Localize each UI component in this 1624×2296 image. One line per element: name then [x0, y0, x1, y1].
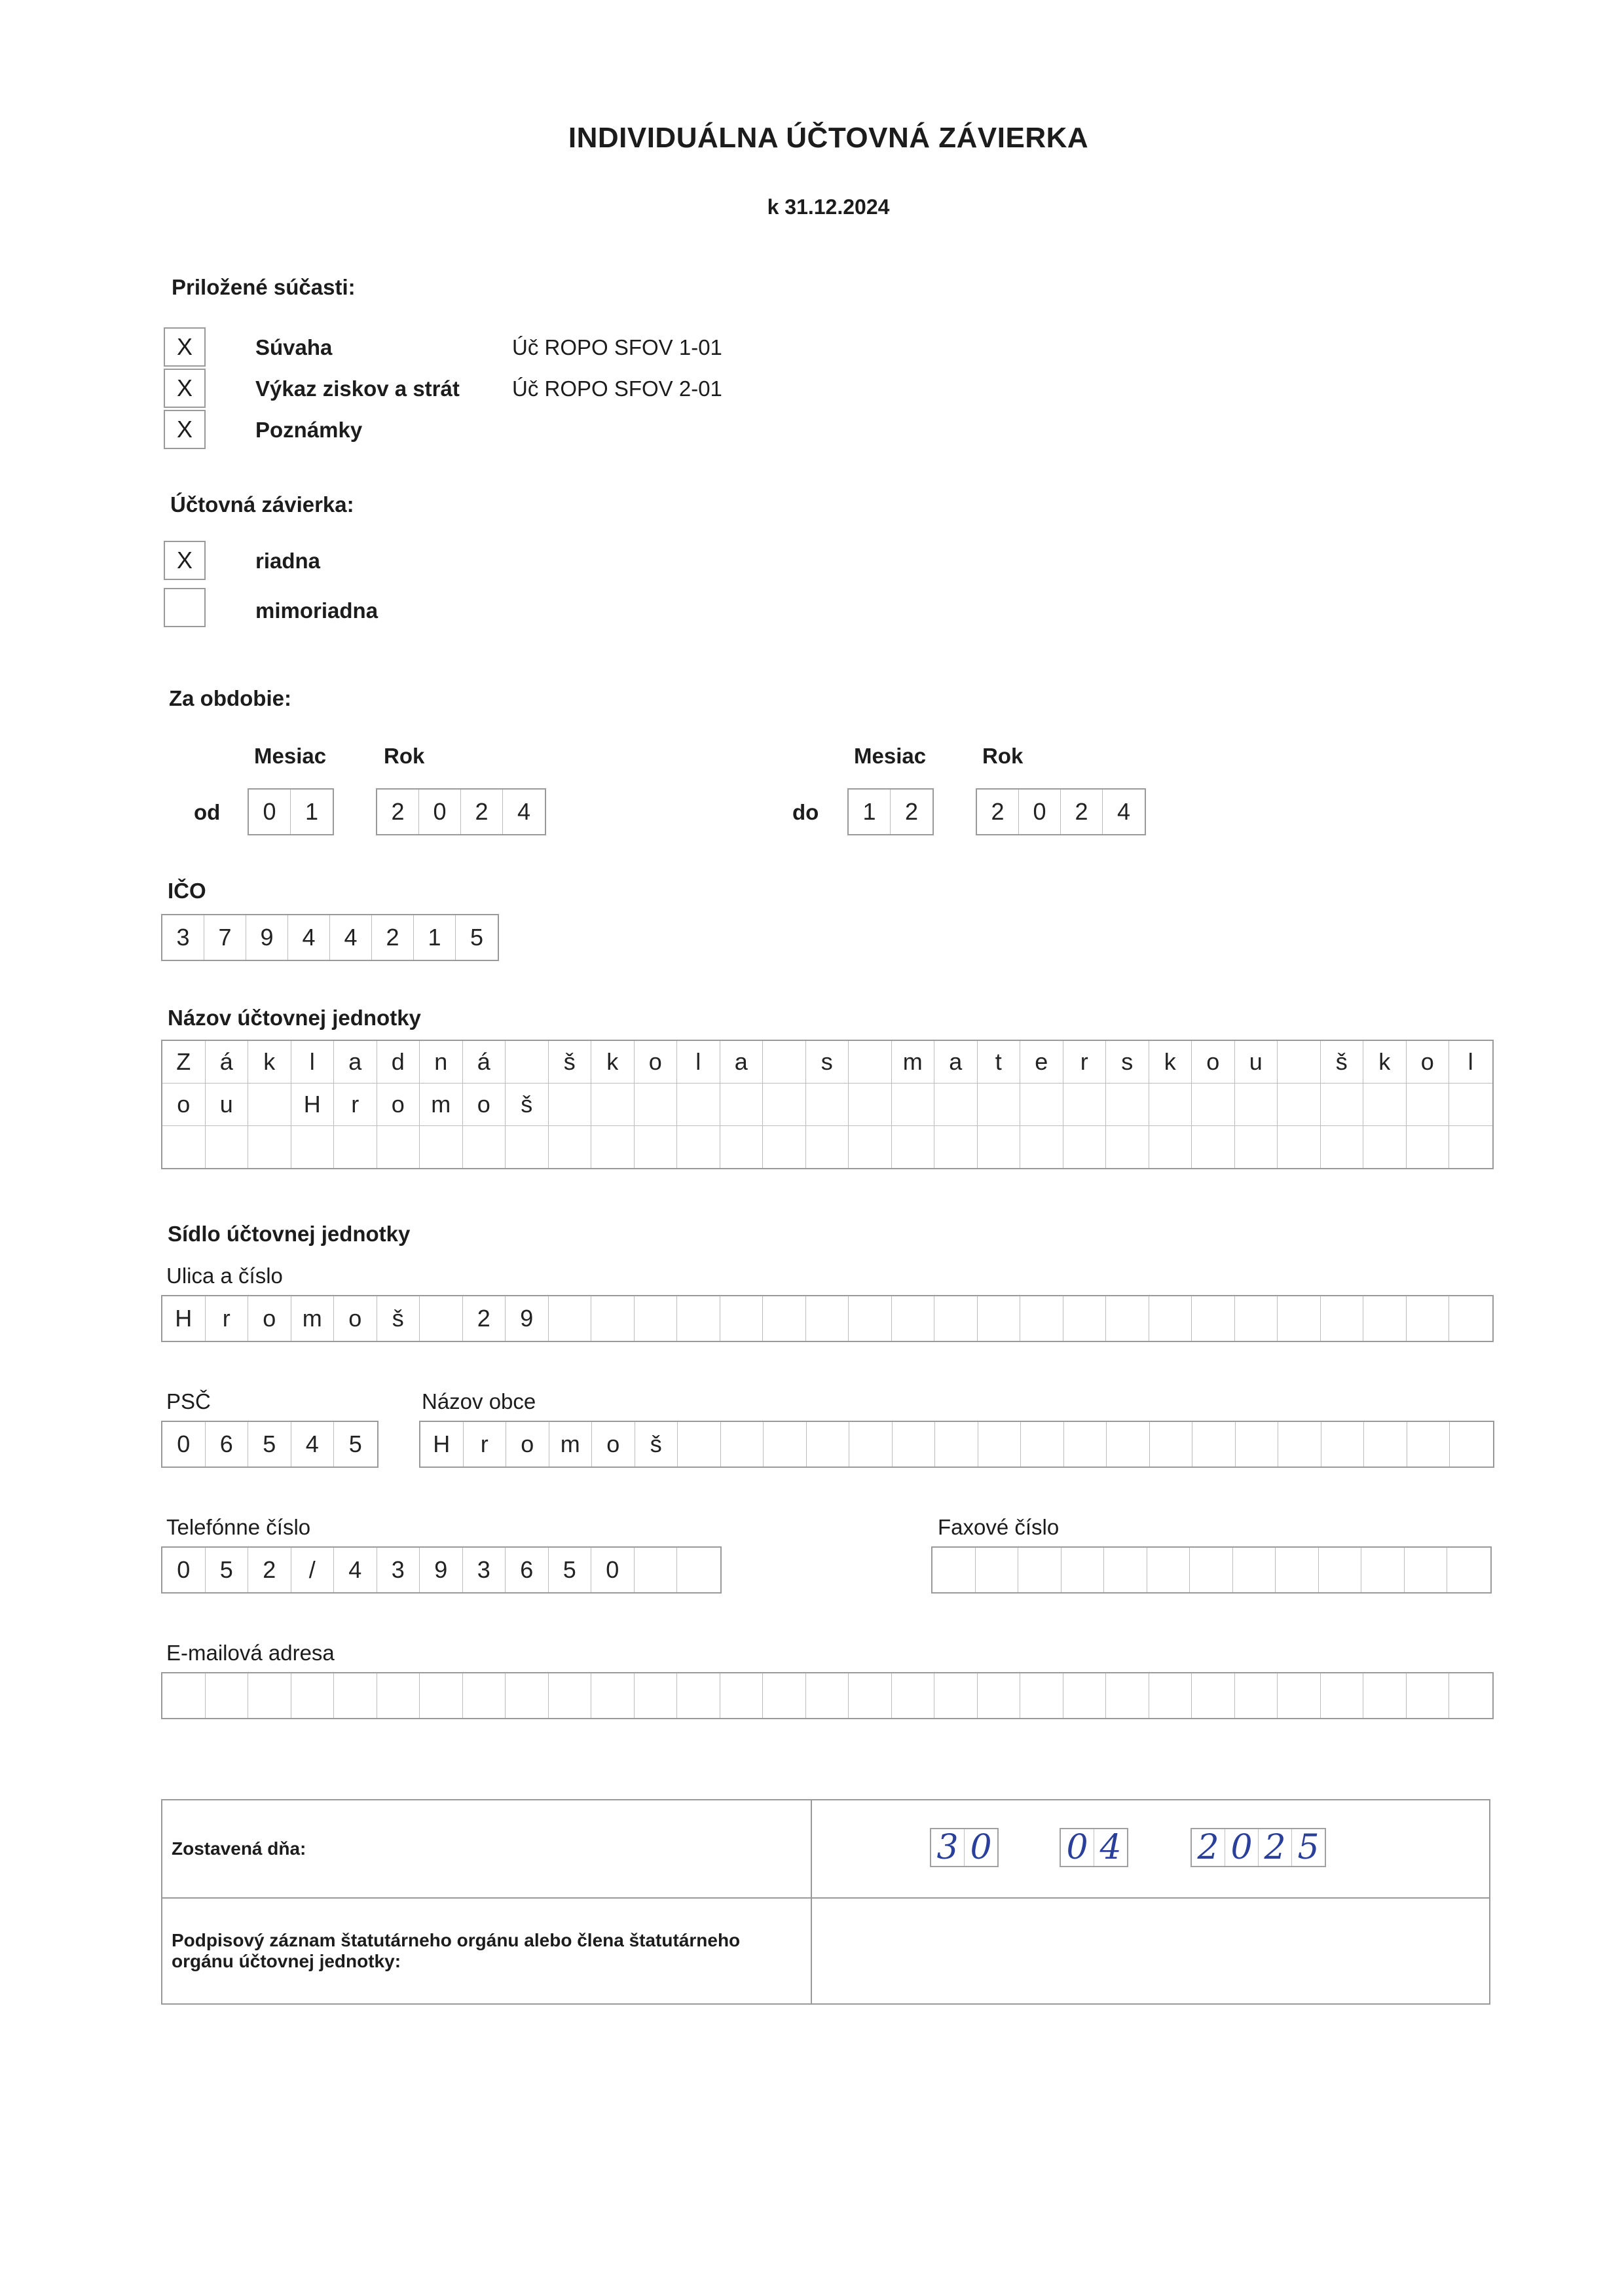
char-cell	[1449, 1673, 1492, 1718]
char-cell: 0	[162, 1422, 206, 1467]
char-cell	[248, 1673, 291, 1718]
handwritten-digit: 0	[1225, 1829, 1259, 1866]
char-cell: 3	[377, 1548, 420, 1592]
street-label: Ulica a číslo	[166, 1264, 283, 1288]
attachments-heading: Priložené súčasti:	[172, 275, 356, 299]
char-cell: 3	[463, 1548, 506, 1592]
char-cell	[1147, 1548, 1190, 1592]
compiled-date-label: Zostavená dňa:	[172, 1838, 306, 1859]
char-cell	[1321, 1673, 1364, 1718]
char-cell	[206, 1126, 249, 1168]
handwritten-digit: 0	[1061, 1829, 1094, 1866]
char-cell	[1107, 1422, 1150, 1467]
char-cell: š	[549, 1041, 592, 1083]
char-cell: r	[464, 1422, 507, 1467]
char-cell	[1104, 1548, 1147, 1592]
char-cell	[892, 1673, 935, 1718]
char-cell: 2	[461, 790, 503, 834]
char-cell: a	[720, 1041, 764, 1083]
handwritten-digit: 5	[1297, 1828, 1320, 1867]
char-cell: l	[1467, 1048, 1473, 1075]
char-cell	[849, 1296, 892, 1341]
char-cell: l	[291, 1041, 335, 1083]
char-cell: u	[206, 1084, 249, 1125]
char-cell: u	[1235, 1041, 1278, 1083]
char-cell: o	[377, 1084, 420, 1125]
char-cell	[764, 1422, 807, 1467]
char-cell	[1278, 1084, 1321, 1125]
char-cell	[1106, 1084, 1149, 1125]
char-cell	[1235, 1084, 1278, 1125]
char-cell	[420, 1126, 463, 1168]
char-cell	[1233, 1548, 1276, 1592]
char-cell	[677, 1084, 720, 1125]
char-cell	[1149, 1126, 1192, 1168]
char-cell	[1192, 1422, 1236, 1467]
char-cell	[763, 1126, 806, 1168]
char-cell	[849, 1041, 892, 1083]
char-cell: o	[506, 1422, 549, 1467]
char-cell	[892, 1126, 935, 1168]
entity-name-label: Názov účtovnej jednotky	[168, 1006, 421, 1030]
char-cell	[1361, 1548, 1405, 1592]
char-cell	[1449, 1296, 1492, 1341]
char-cell	[377, 1673, 420, 1718]
char-cell	[1407, 1422, 1450, 1467]
char-cell	[720, 1673, 764, 1718]
char-cell	[677, 1296, 720, 1341]
char-cell	[1407, 1084, 1450, 1125]
char-cell	[1235, 1296, 1278, 1341]
char-cell	[248, 1126, 291, 1168]
char-cell	[721, 1422, 764, 1467]
char-cell	[1192, 1126, 1235, 1168]
char-cell	[162, 1673, 206, 1718]
checkbox-poznamky[interactable]: X	[164, 410, 206, 449]
compiled-month-field[interactable]	[1060, 1828, 1128, 1867]
char-cell	[978, 1673, 1021, 1718]
char-cell: 4	[1116, 798, 1131, 825]
char-cell	[806, 1673, 849, 1718]
char-cell	[1449, 1084, 1492, 1125]
char-cell	[720, 1126, 764, 1168]
char-cell: š	[635, 1422, 678, 1467]
char-cell: a	[934, 1041, 978, 1083]
char-cell	[763, 1084, 806, 1125]
ico-label: IČO	[168, 879, 206, 903]
attachment-label-suvaha: Súvaha	[255, 335, 333, 359]
char-cell	[506, 1041, 549, 1083]
psc-field[interactable]	[161, 1421, 378, 1468]
psc-label: PSČ	[166, 1389, 211, 1413]
handwritten-digit: 4	[1099, 1828, 1122, 1867]
char-cell: r	[1063, 1041, 1107, 1083]
char-cell	[763, 1041, 806, 1083]
char-cell	[1407, 1673, 1450, 1718]
char-cell: 9	[506, 1296, 549, 1341]
char-cell	[635, 1548, 678, 1592]
char-cell	[763, 1673, 806, 1718]
char-cell: r	[334, 1084, 377, 1125]
char-cell: k	[591, 1041, 635, 1083]
checkbox-mimoriadna[interactable]	[164, 588, 206, 627]
char-cell: k	[1149, 1041, 1192, 1083]
char-cell	[1236, 1422, 1279, 1467]
char-cell: š	[1321, 1041, 1364, 1083]
char-cell: 5	[470, 924, 484, 951]
char-cell	[1321, 1296, 1364, 1341]
char-cell: 0	[249, 790, 291, 834]
attachment-code-vykaz: Úč ROPO SFOV 2-01	[512, 376, 722, 401]
city-label: Názov obce	[422, 1389, 536, 1413]
char-cell	[978, 1126, 1021, 1168]
document-title: INDIVIDUÁLNA ÚČTOVNÁ ZÁVIERKA	[568, 122, 1089, 154]
char-cell: á	[463, 1041, 506, 1083]
char-cell	[978, 1422, 1022, 1467]
char-cell	[1063, 1126, 1107, 1168]
char-cell	[1149, 1296, 1192, 1341]
char-cell: 2	[372, 915, 414, 960]
char-cell	[463, 1673, 506, 1718]
char-cell: 5	[549, 1548, 592, 1592]
char-cell	[591, 1084, 635, 1125]
closing-label-mimoriadna: mimoriadna	[255, 598, 378, 623]
char-cell	[1192, 1296, 1235, 1341]
char-cell	[1405, 1548, 1448, 1592]
char-cell	[591, 1126, 635, 1168]
char-cell: š	[377, 1296, 420, 1341]
char-cell: s	[1106, 1041, 1149, 1083]
char-cell	[892, 1084, 935, 1125]
char-cell: 3	[162, 915, 204, 960]
char-cell	[932, 1548, 976, 1592]
char-cell: 5	[348, 1430, 362, 1457]
char-cell	[935, 1422, 978, 1467]
char-cell	[1278, 1422, 1321, 1467]
char-cell	[162, 1126, 206, 1168]
compiled-day-field[interactable]	[930, 1828, 999, 1867]
char-cell: o	[635, 1041, 678, 1083]
char-cell	[978, 1296, 1021, 1341]
char-cell	[549, 1126, 592, 1168]
char-cell	[635, 1673, 678, 1718]
char-cell	[1278, 1673, 1321, 1718]
char-cell: 0	[162, 1548, 206, 1592]
char-cell: a	[334, 1041, 377, 1083]
char-cell: k	[1363, 1041, 1407, 1083]
char-cell	[1449, 1126, 1492, 1168]
char-cell: e	[1020, 1041, 1063, 1083]
char-cell	[549, 1673, 592, 1718]
char-cell	[807, 1422, 850, 1467]
char-cell	[206, 1673, 249, 1718]
char-cell: 9	[246, 915, 288, 960]
char-cell: o	[334, 1296, 377, 1341]
checkbox-suvaha[interactable]: X	[164, 327, 206, 367]
city-field[interactable]	[419, 1421, 1494, 1468]
char-cell: r	[206, 1296, 249, 1341]
char-cell	[678, 1422, 721, 1467]
char-cell: o	[1407, 1041, 1450, 1083]
signature-cell[interactable]	[811, 1898, 1490, 2004]
grid-row	[162, 1126, 1492, 1168]
ico-field[interactable]	[161, 914, 499, 961]
char-cell	[849, 1084, 892, 1125]
char-cell	[334, 1126, 377, 1168]
char-cell	[1106, 1126, 1149, 1168]
char-cell	[720, 1296, 764, 1341]
char-cell	[635, 1084, 678, 1125]
char-cell: k	[248, 1041, 291, 1083]
char-cell: 2	[904, 798, 919, 825]
char-cell	[1018, 1548, 1061, 1592]
email-label: E-mailová adresa	[166, 1641, 335, 1665]
char-cell: d	[377, 1041, 420, 1083]
char-cell: 1	[304, 798, 319, 825]
char-cell	[506, 1673, 549, 1718]
char-cell	[1447, 1548, 1490, 1592]
fax-field[interactable]	[931, 1546, 1492, 1594]
to-month-label: Mesiac	[854, 744, 927, 768]
char-cell: 0	[1019, 790, 1061, 834]
char-cell: o	[592, 1422, 635, 1467]
char-cell	[677, 1673, 720, 1718]
char-cell	[806, 1084, 849, 1125]
to-year-label: Rok	[982, 744, 1024, 768]
char-cell: 7	[204, 915, 246, 960]
char-cell	[934, 1296, 978, 1341]
char-cell	[1149, 1084, 1192, 1125]
to-label: do	[792, 800, 819, 824]
char-cell: H	[420, 1422, 464, 1467]
attachment-label-poznamky: Poznámky	[255, 418, 363, 442]
compiled-year-field[interactable]	[1190, 1828, 1326, 1867]
char-cell	[1235, 1673, 1278, 1718]
char-cell	[1020, 1126, 1063, 1168]
char-cell: t	[978, 1041, 1021, 1083]
char-cell	[420, 1296, 463, 1341]
char-cell: o	[248, 1296, 291, 1341]
char-cell	[1319, 1548, 1362, 1592]
char-cell	[549, 1296, 592, 1341]
from-month-label: Mesiac	[254, 744, 327, 768]
period-heading: Za obdobie:	[169, 686, 291, 710]
closing-type-heading: Účtovná závierka:	[170, 492, 354, 517]
char-cell: 9	[420, 1548, 463, 1592]
char-cell	[1020, 1296, 1063, 1341]
char-cell	[463, 1126, 506, 1168]
char-cell	[976, 1548, 1019, 1592]
char-cell	[420, 1673, 463, 1718]
char-cell	[1363, 1084, 1407, 1125]
char-cell	[1276, 1548, 1319, 1592]
char-cell	[893, 1422, 936, 1467]
char-cell	[1064, 1422, 1107, 1467]
char-cell: 4	[288, 915, 330, 960]
grid-row	[162, 1041, 1492, 1084]
char-cell	[635, 1296, 678, 1341]
from-year-field[interactable]	[376, 788, 546, 835]
char-cell	[377, 1126, 420, 1168]
handwritten-digit: 2	[1259, 1829, 1292, 1866]
char-cell	[1192, 1673, 1235, 1718]
char-cell	[1321, 1126, 1364, 1168]
char-cell: 0	[419, 790, 461, 834]
char-cell	[806, 1126, 849, 1168]
char-cell	[849, 1126, 892, 1168]
char-cell	[677, 1126, 720, 1168]
from-label: od	[194, 800, 221, 824]
handwritten-digit: 0	[970, 1828, 992, 1867]
char-cell: o	[162, 1084, 206, 1125]
from-month-field[interactable]	[248, 788, 334, 835]
char-cell	[763, 1296, 806, 1341]
char-cell	[934, 1126, 978, 1168]
char-cell: H	[291, 1084, 335, 1125]
char-cell	[591, 1296, 635, 1341]
char-cell: 5	[206, 1548, 249, 1592]
phone-label: Telefónne číslo	[166, 1515, 311, 1539]
char-cell	[291, 1126, 335, 1168]
char-cell: l	[677, 1041, 720, 1083]
char-cell	[1020, 1673, 1063, 1718]
grid-row	[162, 1084, 1492, 1126]
char-cell: m	[549, 1422, 593, 1467]
address-heading: Sídlo účtovnej jednotky	[168, 1222, 411, 1246]
char-cell	[1364, 1422, 1407, 1467]
street-field[interactable]	[161, 1295, 1494, 1342]
char-cell: o	[463, 1084, 506, 1125]
char-cell	[1106, 1673, 1149, 1718]
char-cell	[806, 1296, 849, 1341]
char-cell	[1321, 1422, 1365, 1467]
char-cell	[892, 1296, 935, 1341]
handwritten-digit: 2	[1192, 1829, 1225, 1866]
char-cell	[549, 1084, 592, 1125]
handwritten-digit: 3	[931, 1829, 965, 1866]
char-cell	[934, 1084, 978, 1125]
char-cell	[849, 1673, 892, 1718]
char-cell	[720, 1084, 764, 1125]
char-cell: Z	[162, 1041, 206, 1083]
char-cell: 4	[291, 1422, 335, 1467]
char-cell	[591, 1673, 635, 1718]
char-cell	[1278, 1041, 1321, 1083]
attachment-label-vykaz: Výkaz ziskov a strát	[255, 376, 460, 401]
char-cell	[506, 1126, 549, 1168]
char-cell: š	[506, 1084, 549, 1125]
char-cell	[934, 1673, 978, 1718]
char-cell	[1235, 1126, 1278, 1168]
char-cell	[1021, 1422, 1064, 1467]
char-cell: o	[1192, 1041, 1235, 1083]
closing-label-riadna: riadna	[255, 549, 321, 573]
char-cell	[334, 1673, 377, 1718]
checkbox-vykaz[interactable]: X	[164, 369, 206, 408]
char-cell: m	[420, 1084, 463, 1125]
char-cell	[1106, 1296, 1149, 1341]
char-cell: m	[892, 1041, 935, 1083]
char-cell	[1321, 1084, 1364, 1125]
char-cell	[1363, 1126, 1407, 1168]
char-cell	[1150, 1422, 1193, 1467]
char-cell	[1278, 1126, 1321, 1168]
char-cell: s	[806, 1041, 849, 1083]
to-month-field[interactable]	[847, 788, 934, 835]
document-date: k 31.12.2024	[767, 195, 890, 219]
char-cell: 0	[591, 1548, 635, 1592]
char-cell	[1063, 1296, 1107, 1341]
char-cell: 4	[334, 1548, 377, 1592]
char-cell	[677, 1548, 720, 1592]
char-cell	[291, 1673, 335, 1718]
char-cell: 2	[1061, 790, 1103, 834]
char-cell: 5	[248, 1422, 291, 1467]
fax-label: Faxové číslo	[938, 1515, 1060, 1539]
char-cell	[849, 1422, 893, 1467]
char-cell	[1407, 1296, 1450, 1341]
char-cell	[1278, 1296, 1321, 1341]
char-cell: 4	[517, 798, 531, 825]
char-cell	[1063, 1673, 1107, 1718]
char-cell: 4	[330, 915, 372, 960]
char-cell	[1190, 1548, 1233, 1592]
char-cell	[1063, 1084, 1107, 1125]
char-cell: 6	[206, 1422, 249, 1467]
attachment-code-suvaha: Úč ROPO SFOV 1-01	[512, 335, 722, 359]
char-cell	[248, 1084, 291, 1125]
char-cell: /	[291, 1548, 335, 1592]
char-cell: n	[420, 1041, 463, 1083]
char-cell: 2	[977, 790, 1019, 834]
char-cell: m	[291, 1296, 335, 1341]
char-cell	[1061, 1548, 1105, 1592]
char-cell	[1407, 1126, 1450, 1168]
char-cell: 2	[377, 790, 419, 834]
char-cell	[1363, 1296, 1407, 1341]
char-cell: á	[206, 1041, 249, 1083]
checkbox-riadna[interactable]: X	[164, 541, 206, 580]
entity-name-field[interactable]	[161, 1040, 1494, 1169]
char-cell	[635, 1126, 678, 1168]
char-cell	[1450, 1422, 1493, 1467]
signature-label: Podpisový záznam štatutárneho orgánu alebo člena štatutárneho orgánu účtovnej jednotky:	[172, 1930, 741, 1971]
from-year-label: Rok	[384, 744, 425, 768]
char-cell: 1	[414, 915, 456, 960]
char-cell	[1149, 1673, 1192, 1718]
to-year-field[interactable]	[976, 788, 1146, 835]
char-cell: 6	[506, 1548, 549, 1592]
char-cell	[978, 1084, 1021, 1125]
char-cell	[1192, 1084, 1235, 1125]
char-cell: H	[162, 1296, 206, 1341]
char-cell	[1363, 1673, 1407, 1718]
char-cell: 2	[248, 1548, 291, 1592]
char-cell: 1	[849, 790, 891, 834]
compiled-date-cell[interactable]	[811, 1800, 1490, 1898]
char-cell: 2	[463, 1296, 506, 1341]
char-cell	[1020, 1084, 1063, 1125]
email-field[interactable]	[161, 1672, 1494, 1719]
phone-field[interactable]	[161, 1546, 722, 1594]
